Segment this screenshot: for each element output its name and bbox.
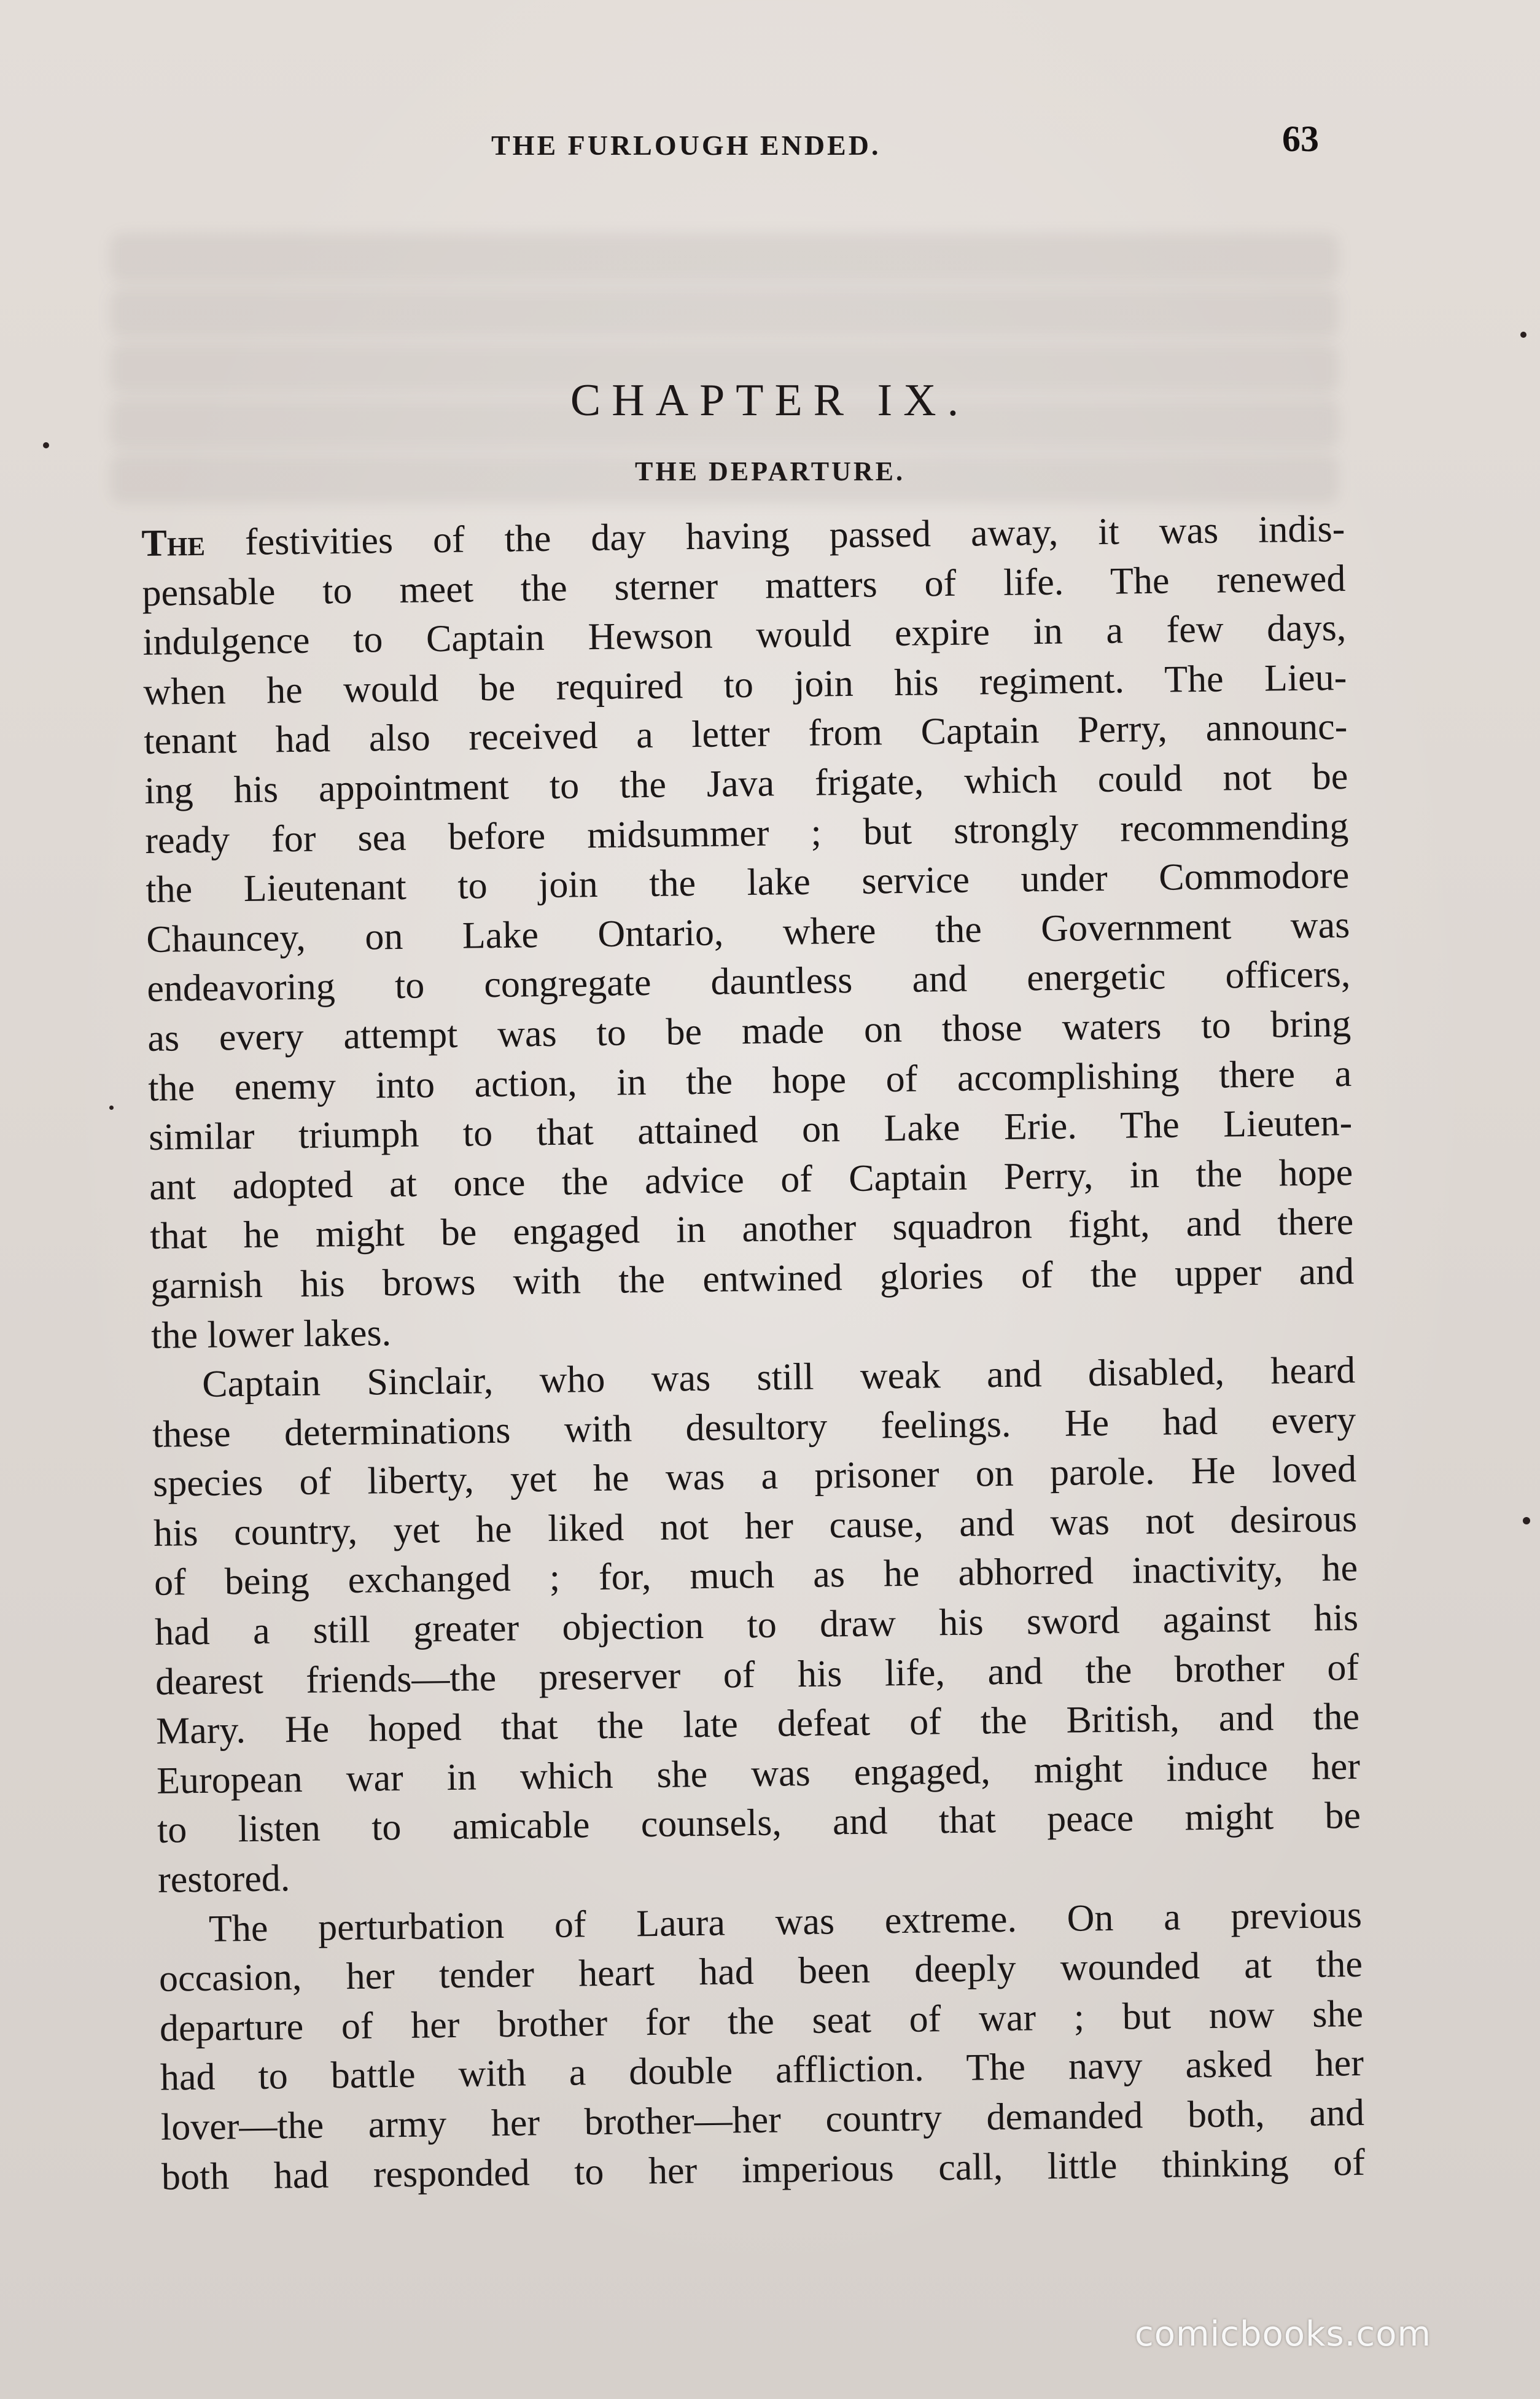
chapter-title: CHAPTER IX. <box>570 375 970 426</box>
text-line: both had responded to her imperious call, little thinking of <box>161 2141 1366 2198</box>
text-line: restored. <box>157 1857 290 1901</box>
text-line: The perturbation of Laura was extreme. On a previous <box>208 1894 1363 1950</box>
text-line: endeavoring to congregate dauntless and energetic officers, <box>146 953 1351 1010</box>
text-line: lover—the army her brother—her country demanded both, and <box>160 2091 1365 2148</box>
text-line: of being exchanged ; for, much as he abhorred inactivity, he <box>154 1547 1358 1604</box>
page-number: 63 <box>1282 119 1319 159</box>
text-line: the enemy into action, in the hope of accomplishing there a <box>147 1052 1352 1109</box>
chapter-subtitle: THE DEPARTURE. <box>635 456 905 486</box>
text-line: had to battle with a double affliction. The navy asked her <box>160 2042 1364 2099</box>
text-line: these determinations with desultory feelings. He had every <box>152 1398 1356 1456</box>
text-line: The festivities of the day having passed away, it was indis- <box>141 508 1345 564</box>
show-through-smudge <box>111 289 1339 338</box>
text-line: as every attempt was to be made on those waters to bring <box>147 1002 1351 1059</box>
text-line: similar triumph to that attained on Lake Erie. The Lieuten- <box>148 1102 1353 1159</box>
text-line: ready for sea before midsummer ; but strongly recommending <box>144 805 1349 862</box>
text-line: that he might be engaged in another squadron fight, and there <box>149 1201 1354 1258</box>
text-line: departure of her brother for the seat of war ; but now she <box>159 1992 1364 2050</box>
text-line: occasion, her tender heart had been deeply wounded at the <box>158 1943 1363 2000</box>
paper-speck <box>1523 1517 1530 1524</box>
watermark-text: comicbooks.com <box>1135 2314 1432 2354</box>
body-text <box>141 504 1365 2202</box>
paper-speck <box>1520 332 1526 338</box>
text-line: European war in which she was engaged, might induce her <box>156 1745 1361 1802</box>
text-line: the Lieutenant to join the lake service under Commodore <box>145 854 1350 911</box>
text-line: when he would be required to join his regiment. The Lieu- <box>143 656 1347 713</box>
text-line: pensable to meet the sterner matters of life. The renewed <box>142 557 1346 614</box>
show-through-smudge <box>111 233 1339 283</box>
text-line: his country, yet he liked not her cause, and was not desirous <box>153 1497 1358 1554</box>
running-title: THE FURLOUGH ENDED. <box>491 130 881 161</box>
drop-word: The <box>141 521 206 564</box>
text-line: garnish his brows with the entwined glories of the upper and <box>150 1250 1355 1307</box>
text-line: ing his appointment to the Java frigate, which could not be <box>144 755 1348 812</box>
running-head <box>0 119 1540 172</box>
text-line: to listen to amicable counsels, and that peace might be <box>157 1795 1361 1852</box>
text-line: Captain Sinclair, who was still weak and disabled, heard <box>201 1349 1356 1405</box>
text-line: dearest friends—the preserver of his life, and the brother of <box>155 1646 1359 1703</box>
text-line: species of liberty, yet he was a prisoner on parole. He loved <box>152 1448 1357 1505</box>
paper-speck <box>43 442 49 448</box>
text-line: tenant had also received a letter from Captain Perry, announc- <box>144 706 1348 763</box>
text-line: Chauncey, on Lake Ontario, where the Government was <box>146 903 1350 961</box>
text-line: Mary. He hoped that the late defeat of the British, and the <box>155 1696 1360 1753</box>
text-line: ant adopted at once the advice of Captain Perry, in the hope <box>149 1151 1353 1208</box>
text-line: the lower lakes. <box>150 1311 392 1357</box>
text-line: had a still greater objection to draw his sword against his <box>154 1596 1359 1653</box>
paper-speck <box>109 1106 114 1110</box>
text-line: indulgence to Captain Hewson would expire in a few days, <box>142 607 1347 664</box>
